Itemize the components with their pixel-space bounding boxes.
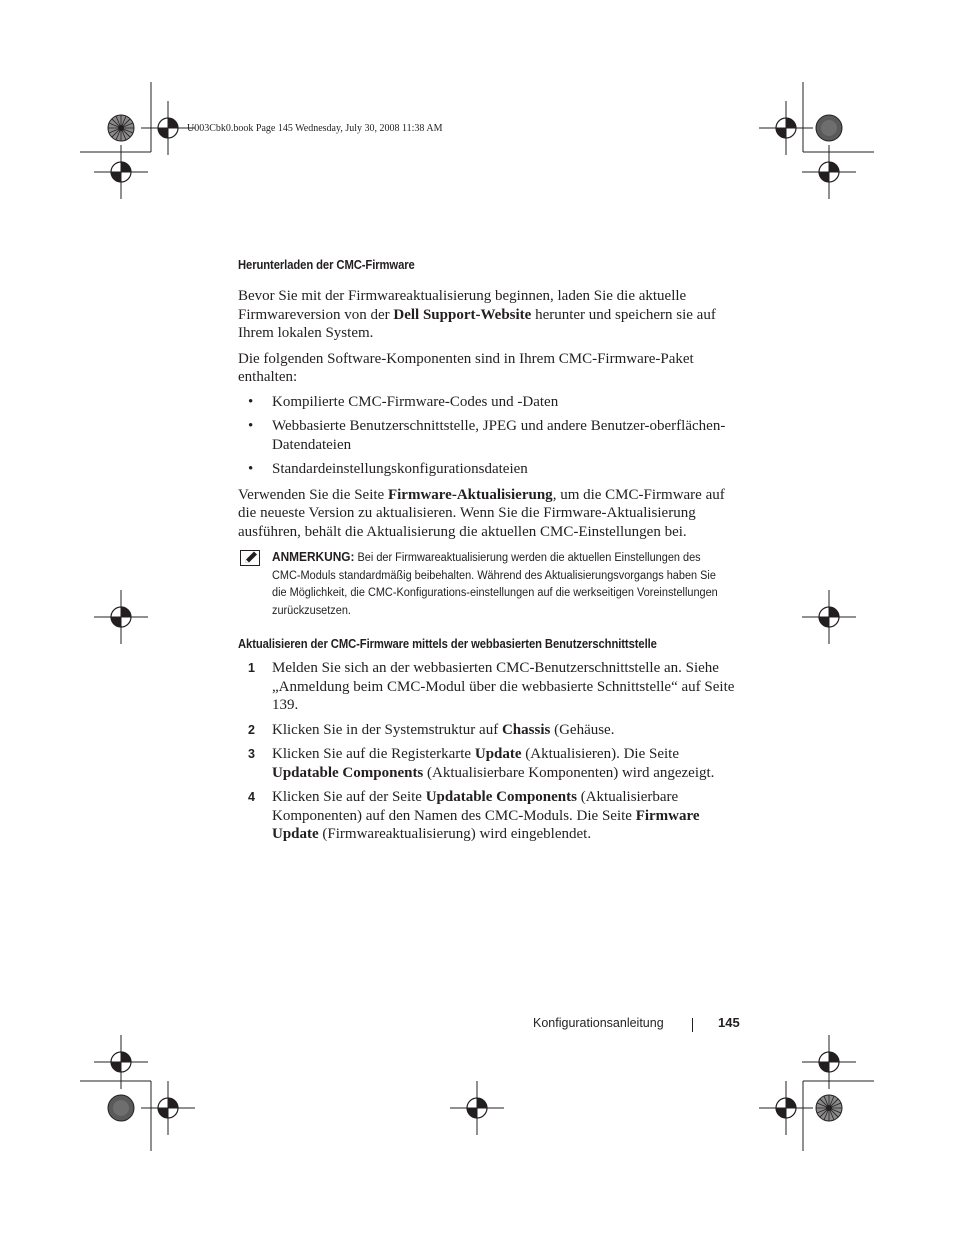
footer-chapter-title: Konfigurationsanleitung — [533, 1016, 664, 1030]
update-tab-term: Update — [474, 746, 522, 762]
bullet-glyph: • — [248, 393, 254, 410]
step-number: 4 — [248, 790, 255, 804]
step-item — [238, 659, 738, 715]
step-text: Melden Sie sich an der webbasierten CMC-Benutzerschnittstelle an. Siehe „Anmeldung beim CMC-Modul über die webbasierte Schnittstelle“ auf Seite 139. — [272, 660, 735, 713]
step-number: 3 — [248, 747, 255, 761]
bullet-glyph: • — [248, 461, 254, 477]
component-list — [238, 393, 738, 479]
section-heading-download: Herunterladen der CMC-Firmware — [238, 258, 415, 272]
paragraph-before-update — [238, 287, 738, 343]
main-content — [238, 258, 738, 844]
list-item-text: Standardeinstellungskonfigurationsdateien — [272, 461, 528, 477]
step-number: 2 — [248, 722, 255, 737]
step-text: (Aktualisierbare Komponenten) auf den Namen des CMC-Moduls. Die Seite — [272, 789, 679, 824]
section-heading-web-update: Aktualisieren der CMC-Firmware mittels der webbasierten Benutzerschnittstelle — [238, 637, 657, 651]
step-item — [238, 788, 738, 844]
step-text: (Firmwareaktualisierung) wird eingeblendet. — [318, 826, 592, 842]
step-text: Klicken Sie auf der Seite — [272, 789, 426, 805]
update-steps-list — [238, 659, 738, 844]
firmware-update-page-term: Firmware Update — [272, 807, 700, 842]
book-header-line: U003Cbk0.book Page 145 Wednesday, July 30, 2008 11:38 AM — [187, 123, 443, 134]
step-text: Klicken Sie auf die Registerkarte — [272, 746, 475, 762]
text: Bevor Sie mit der Firmwareaktualisierung beginnen, laden Sie die aktuelle Firmwareversion von der — [238, 288, 687, 323]
updatable-components-term: Updatable Components — [425, 789, 577, 805]
list-item — [238, 417, 738, 454]
paragraph-firmware-page — [238, 486, 738, 542]
step-item — [238, 745, 738, 782]
text: , um die CMC-Firmware auf die neueste Version zu aktualisieren. Wenn Sie die Firmware-Aktualisierung ausführen, behält die Aktualisierung die aktuellen CMC-Einstellungen bei. — [238, 486, 725, 540]
list-item — [238, 393, 738, 412]
text: Verwenden Sie die Seite — [238, 486, 388, 503]
paragraph-components: Die folgenden Software-Komponenten sind in Ihrem CMC-Firmware-Paket enthalten: — [238, 350, 694, 385]
step-text: (Aktualisierbare Komponenten) wird angezeigt. — [423, 764, 715, 781]
firmware-update-term: Firmware-Aktualisierung — [387, 486, 553, 503]
footer-separator — [692, 1018, 693, 1032]
step-text: (Aktualisieren). Die Seite — [521, 746, 679, 762]
list-item-text: Kompilierte CMC-Firmware-Codes und -Daten — [272, 393, 559, 410]
step-item — [238, 721, 738, 740]
step-number: 1 — [248, 661, 255, 675]
updatable-components-term: Updatable Components — [272, 764, 424, 781]
bullet-glyph: • — [248, 418, 254, 434]
note-pencil-icon — [240, 550, 260, 566]
list-item — [238, 460, 738, 479]
note-label: ANMERKUNG: — [272, 550, 355, 564]
note-box — [238, 549, 738, 620]
step-text: (Gehäuse. — [550, 721, 615, 738]
dell-support-website-term: Dell Support-Website — [393, 306, 532, 323]
step-text: Klicken Sie in der Systemstruktur auf — [272, 721, 502, 738]
text: herunter und speichern sie auf Ihrem lokalen System. — [238, 306, 716, 341]
chassis-term: Chassis — [501, 721, 551, 738]
note-text: Bei der Firmwareaktualisierung werden die aktuellen Einstellungen des CMC-Moduls standardmäßig beibehalten. Während des Aktualisierungsvorgangs haben Sie die Möglichkeit, die CMC-Konfigurations-einstellungen auf die werkseitigen Voreinstellungen zurückzusetzen. — [272, 552, 718, 617]
list-item-text: Webbasierte Benutzerschnittstelle, JPEG und andere Benutzer-oberflächen-Datendateien — [272, 418, 726, 453]
footer-page-number: 145 — [718, 1015, 740, 1030]
